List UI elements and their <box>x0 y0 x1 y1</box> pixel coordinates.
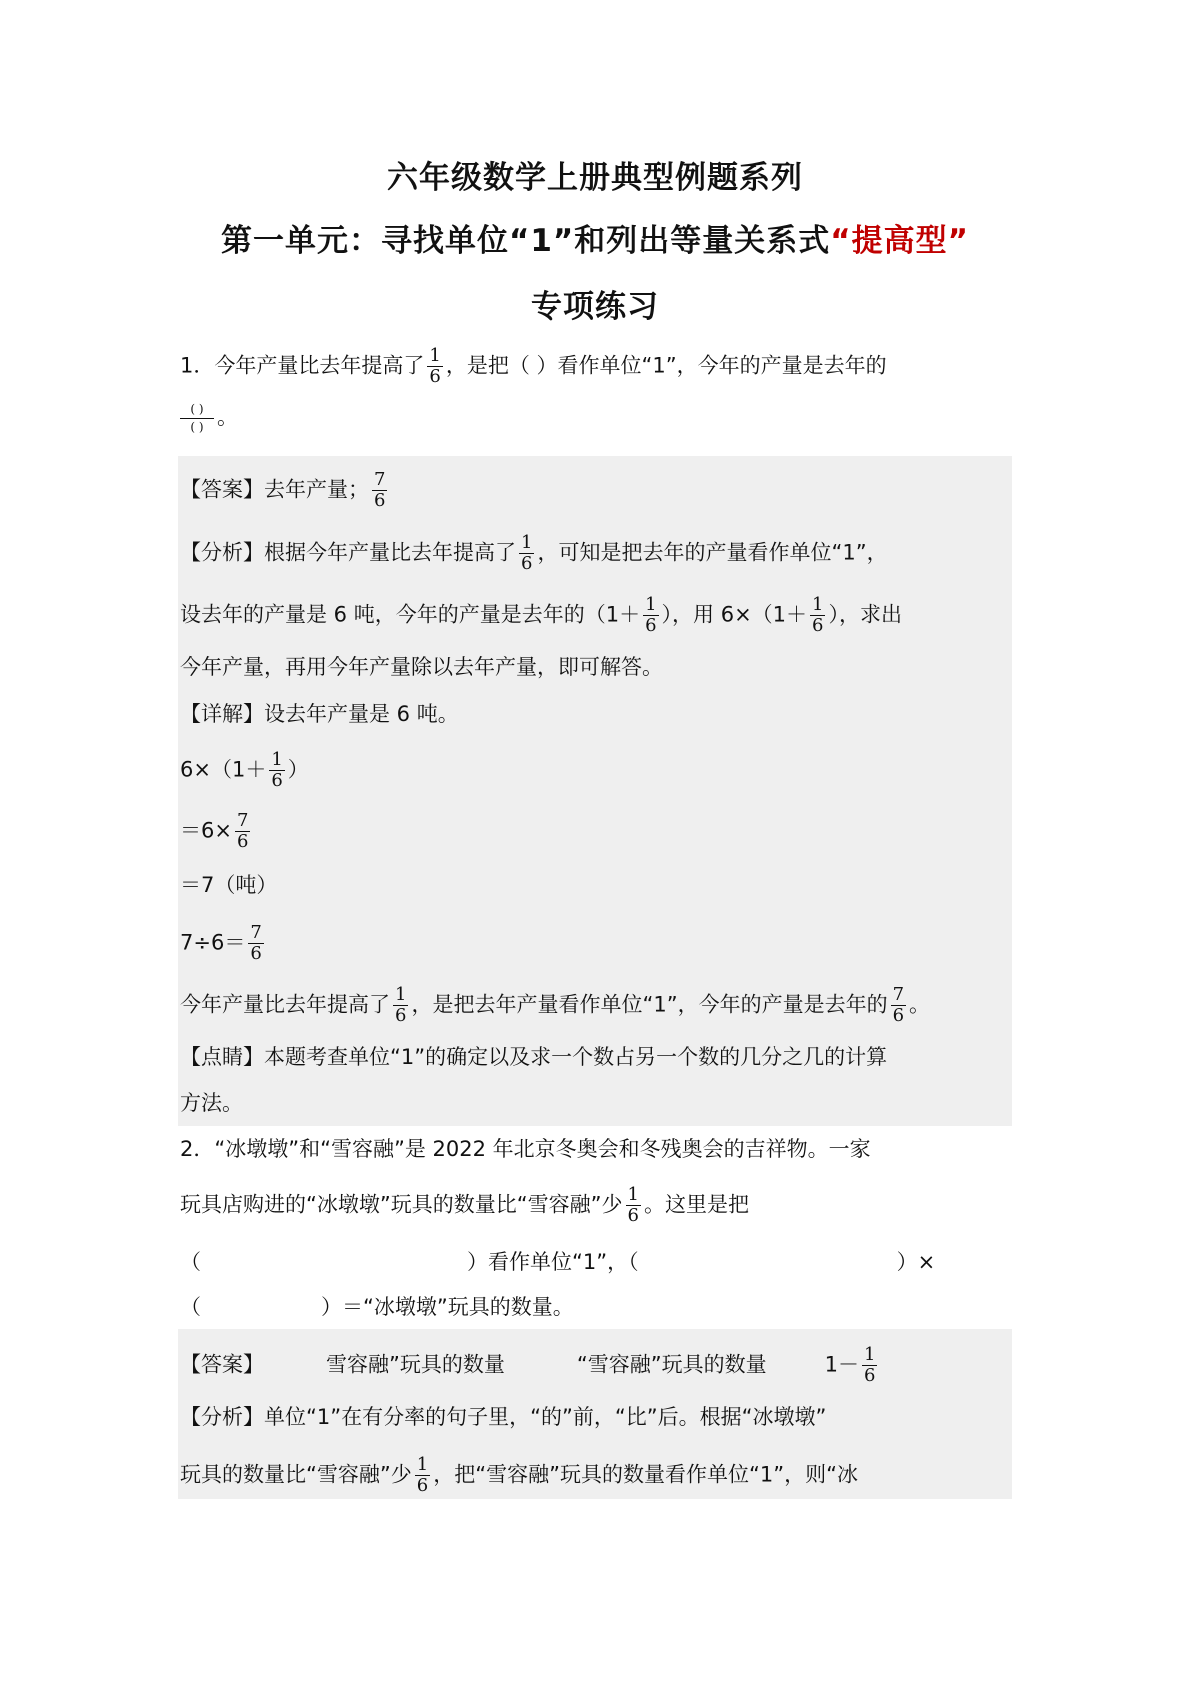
fraction-numerator: 7 <box>374 469 386 490</box>
fraction <box>643 595 658 636</box>
blank-numerator: ( ) <box>180 401 214 419</box>
fraction <box>427 346 442 387</box>
answer-label: 【答案】 <box>180 477 264 502</box>
q2-text: ）＝“冰墩墩”玩具的数量。 <box>321 1295 574 1319</box>
q1-conclusion <box>180 985 1010 1026</box>
answer-text: “雪容融”玩具的数量 <box>576 1352 767 1377</box>
point-text: 本题考查单位“1”的确定以及求一个数占另一个数的几分之几的计算 <box>264 1045 888 1069</box>
q2-text: 玩具店购进的“冰墩墩”玩具的数量比“雪容融”少 <box>180 1192 623 1217</box>
fraction-numerator: 1 <box>395 984 407 1005</box>
fraction-numerator: 1 <box>521 532 533 553</box>
calc-text: 7÷6＝ <box>180 930 246 955</box>
blank-fraction <box>180 401 214 436</box>
calc-text: 6×（1＋ <box>180 757 267 782</box>
fraction <box>235 811 250 852</box>
q1-answer <box>180 470 1010 511</box>
q1-calc-4 <box>180 923 1010 964</box>
q2-text: 。这里是把 <box>643 1192 749 1217</box>
fraction-denominator: 6 <box>395 1005 407 1026</box>
q2-blank-open: （ <box>180 1295 201 1319</box>
calc-text: ） <box>287 757 309 782</box>
answer-text: 去年产量； <box>264 477 369 502</box>
q2-analysis-2 <box>180 1455 1010 1496</box>
fraction-denominator: 6 <box>250 943 262 964</box>
fraction <box>415 1455 430 1496</box>
analysis-text: ），求出 <box>828 602 902 627</box>
analysis-text: 设去年的产量是 6 吨，今年的产量是去年的（1＋ <box>180 602 641 627</box>
q2-text-2 <box>180 1185 1010 1226</box>
calc-text: ＝6× <box>180 818 232 843</box>
fraction-numerator: 7 <box>250 922 262 943</box>
fraction <box>269 750 284 791</box>
q1-analysis-1 <box>180 533 1010 574</box>
fraction-denominator: 6 <box>645 615 657 636</box>
subtitle-main: 第一单元：寻找单位“1”和列出等量关系式 <box>220 223 831 259</box>
q1-point <box>180 1040 1010 1074</box>
q1-analysis-2 <box>180 595 1010 636</box>
fraction-denominator: 6 <box>864 1365 876 1386</box>
answer-text: 雪容融”玩具的数量 <box>326 1352 505 1377</box>
blank-denominator: ( ) <box>190 419 204 434</box>
fraction-denominator: 6 <box>236 831 249 852</box>
q1-blank-fraction-line <box>180 400 1010 436</box>
fraction-denominator: 6 <box>429 366 441 387</box>
q2-blank-open: （ <box>180 1250 201 1274</box>
q1-blank-end: 。 <box>217 405 238 429</box>
q1-calc-2 <box>180 811 1010 852</box>
q2-text-1: 2．“冰墩墩”和“雪容融”是 2022 年北京冬奥会和冬残奥会的吉祥物。一家 <box>180 1137 871 1161</box>
q1-calc-1 <box>180 750 1010 791</box>
fraction <box>519 533 534 574</box>
analysis-text: ，可知是把去年的产量看作单位“1”， <box>537 540 888 565</box>
fraction <box>393 985 408 1026</box>
q2-text: ）看作单位“1”，（ <box>467 1250 639 1274</box>
fraction <box>810 595 825 636</box>
fraction-numerator: 1 <box>271 749 283 770</box>
answer-text: 1－ <box>824 1352 860 1377</box>
q2-text: ）× <box>896 1250 936 1274</box>
q2-text-4 <box>180 1290 1010 1324</box>
fraction-denominator: 6 <box>812 615 824 636</box>
answer-label: 【答案】 <box>180 1352 264 1377</box>
fraction-denominator: 6 <box>416 1475 429 1496</box>
fraction-denominator: 6 <box>521 553 533 574</box>
analysis-text: ，把“雪容融”玩具的数量看作单位“1”，则“冰 <box>433 1462 858 1487</box>
page-subtitle <box>0 215 1190 260</box>
fraction <box>372 470 387 511</box>
fraction <box>891 985 906 1026</box>
analysis-label: 【分析】 <box>180 540 264 565</box>
fraction-denominator: 6 <box>271 770 283 791</box>
fraction-denominator: 6 <box>627 1205 639 1226</box>
conclusion-text: ，是把去年产量看作单位“1”，今年的产量是去年的 <box>411 992 888 1017</box>
fraction <box>626 1185 641 1226</box>
page-title: 六年级数学上册典型例题系列 <box>387 160 803 196</box>
conclusion-text: 。 <box>909 992 931 1017</box>
q1-analysis-3: 今年产量，再用今年产量除以去年产量，即可解答。 <box>180 655 663 679</box>
fraction-numerator: 7 <box>892 984 905 1005</box>
fraction-numerator: 1 <box>627 1184 639 1205</box>
subtitle-highlight: “提高型” <box>830 223 970 259</box>
fraction-numerator: 1 <box>864 1344 876 1365</box>
fraction-denominator: 6 <box>374 490 386 511</box>
point-label: 【点睛】 <box>180 1045 264 1069</box>
conclusion-text: 今年产量比去年提高了 <box>180 992 390 1017</box>
q1-calc-3: ＝7（吨） <box>180 873 278 897</box>
fraction-numerator: 1 <box>645 594 657 615</box>
q1-text-a: 1．今年产量比去年提高了 <box>180 353 425 378</box>
fraction-denominator: 6 <box>892 1005 905 1026</box>
analysis-text: ），用 6×（1＋ <box>661 602 808 627</box>
q1-text-b: ，是把（ ）看作单位“1”，今年的产量是去年的 <box>445 353 887 378</box>
fraction-numerator: 1 <box>812 594 824 615</box>
fraction-numerator: 1 <box>416 1454 429 1475</box>
q1-point-2: 方法。 <box>180 1091 243 1115</box>
analysis-text: 单位“1”在有分率的句子里，“的”前，“比”后。根据“冰墩墩” <box>264 1405 827 1429</box>
analysis-text: 根据今年产量比去年提高了 <box>264 540 516 565</box>
fraction-numerator: 7 <box>236 810 249 831</box>
section-title: 专项练习 <box>531 289 659 325</box>
detail-text: 设去年产量是 6 吨。 <box>264 702 459 726</box>
fraction-numerator: 1 <box>429 345 441 366</box>
q1-detail <box>180 697 1010 731</box>
q2-text-3 <box>180 1245 1010 1279</box>
analysis-label: 【分析】 <box>180 1405 264 1429</box>
q2-analysis-1 <box>180 1400 1010 1434</box>
q1-text <box>180 346 1010 387</box>
q2-answer <box>180 1345 1010 1386</box>
analysis-text: 玩具的数量比“雪容融”少 <box>180 1462 412 1487</box>
detail-label: 【详解】 <box>180 702 264 726</box>
fraction <box>248 923 263 964</box>
fraction <box>862 1345 877 1386</box>
